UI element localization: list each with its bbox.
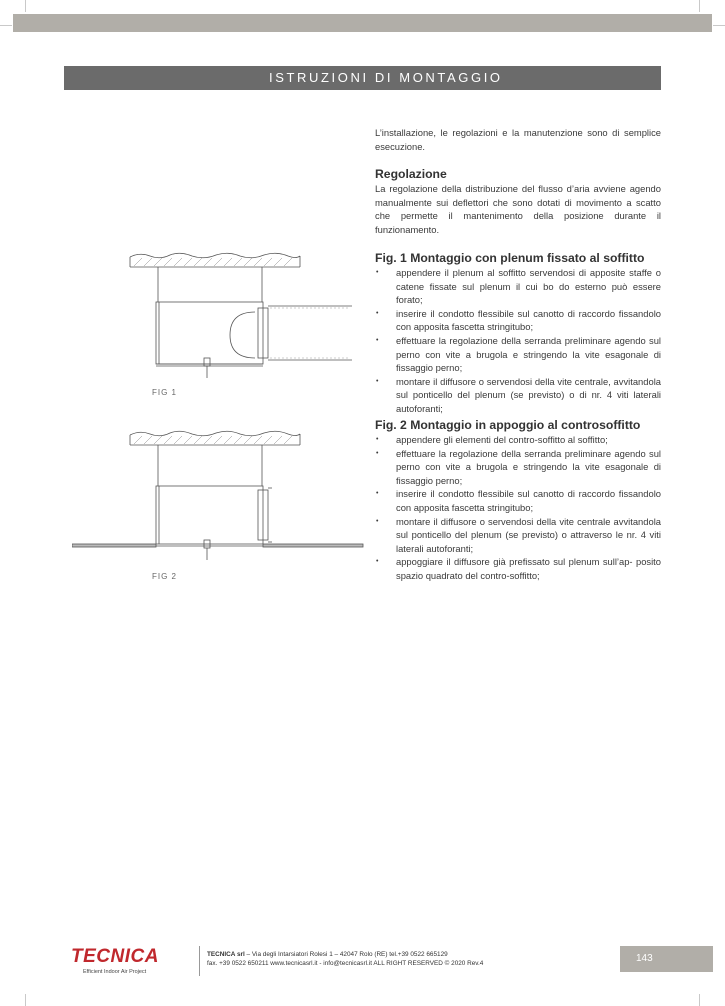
intro-block <box>375 126 661 153</box>
intro-text: L’installazione, le regolazioni e la manutenzione sono di semplice esecuzione. <box>375 127 661 152</box>
crop-mark <box>713 25 725 26</box>
crop-mark <box>0 25 12 26</box>
list-item: • appoggiare il diffusore già prefissato sul plenum sull’ap- posito spazio quadrato del contro-soffitto; <box>376 556 661 581</box>
list-item: • effettuare la regolazione della serranda preliminare agendo sul perno con vite a brugola e stringendo la vite esagonale di fissaggio perno; <box>376 447 661 486</box>
bullet: • <box>376 436 379 443</box>
regolazione-text: La regolazione della distribuzione del flusso d’aria avviene agendo manualmente sui deflettori che sono dotati di movimento a scatto che permette il mantenimento della posizione durante il funzionamento. <box>375 183 661 235</box>
tecnica-logo <box>71 946 159 975</box>
logo-tagline: Efficient Indoor Air Project <box>83 969 147 975</box>
footer-address <box>207 950 483 968</box>
company-name: TECNICA srl <box>207 951 245 958</box>
bullet: • <box>376 517 379 525</box>
regolazione-heading: Regolazione <box>375 167 447 181</box>
list-item: • inserire il condotto flessibile sul canotto di raccordo fissandolo con apposita fascetta stringitubo; <box>376 488 661 513</box>
fig2-block <box>375 418 661 583</box>
fig1-block <box>375 251 661 416</box>
fig2-drawing <box>72 428 364 563</box>
fig2-list <box>375 433 661 583</box>
crop-mark <box>699 0 700 12</box>
list-item: • montare il diffusore o servendosi della vite centrale avvitandola sul ponticello del plenum (se previsto) o attraverso le nr. 4 viti laterali autoforanti; <box>376 515 661 554</box>
crop-mark <box>699 994 700 1006</box>
list-item: • appendere il plenum al soffitto servendosi di apposite staffe o catene fissate sul plenum il cui bo do esterno può essere forato; <box>376 267 661 306</box>
list-item: • inserire il condotto flessibile sul canotto di raccordo fissandolo con apposita fascetta stringitubo; <box>376 307 661 333</box>
contact-line: fax. +39 0522 650211 www.tecnicasrl.it - info@tecnicasrl.it ALL RIGHT RESERVED © 2020 Rev.4 <box>207 960 484 967</box>
list-item: • montare il diffusore o servendosi della vite centrale, avvitandola sul ponticello del plenum (se previsto) o di nr. 4 viti laterali autoforanti; <box>376 375 661 414</box>
fig1-label: FIG 1 <box>152 388 178 397</box>
regolazione-block <box>375 167 661 236</box>
top-color-bar <box>13 14 712 32</box>
fig1-drawing <box>120 250 360 385</box>
bullet: • <box>376 490 379 498</box>
bullet: • <box>376 558 379 566</box>
bullet: • <box>376 309 379 317</box>
list-item: • appendere gli elementi del contro-soffitto al soffitto; <box>376 434 608 445</box>
address-line: – Via degli Intarsiatori Rolesi 1 – 42047 Rolo (RE) tel.+39 0522 665129 <box>244 951 448 958</box>
page-number: 143 <box>636 953 653 964</box>
bullet: • <box>376 336 379 344</box>
section-header <box>64 66 661 90</box>
bullet: • <box>376 377 379 385</box>
fig1-list <box>375 266 661 416</box>
list-item: • effettuare la regolazione della serranda preliminare agendo sul perno con vite a brugola e stringendo la vite esagonale di fissaggio perno; <box>376 334 661 374</box>
crop-mark <box>25 994 26 1006</box>
logo-wordmark: TECNICA <box>71 946 159 967</box>
bullet: • <box>376 269 379 276</box>
bullet: • <box>376 449 379 457</box>
crop-mark <box>25 0 26 12</box>
fig1-heading: Fig. 1 Montaggio con plenum fissato al soffitto <box>375 251 645 265</box>
page-number-box <box>620 946 713 972</box>
fig2-heading: Fig. 2 Montaggio in appoggio al controsoffitto <box>375 418 641 432</box>
section-title: ISTRUZIONI DI MONTAGGIO <box>269 70 503 85</box>
footer-divider <box>199 946 200 976</box>
fig2-label: FIG 2 <box>152 572 178 581</box>
